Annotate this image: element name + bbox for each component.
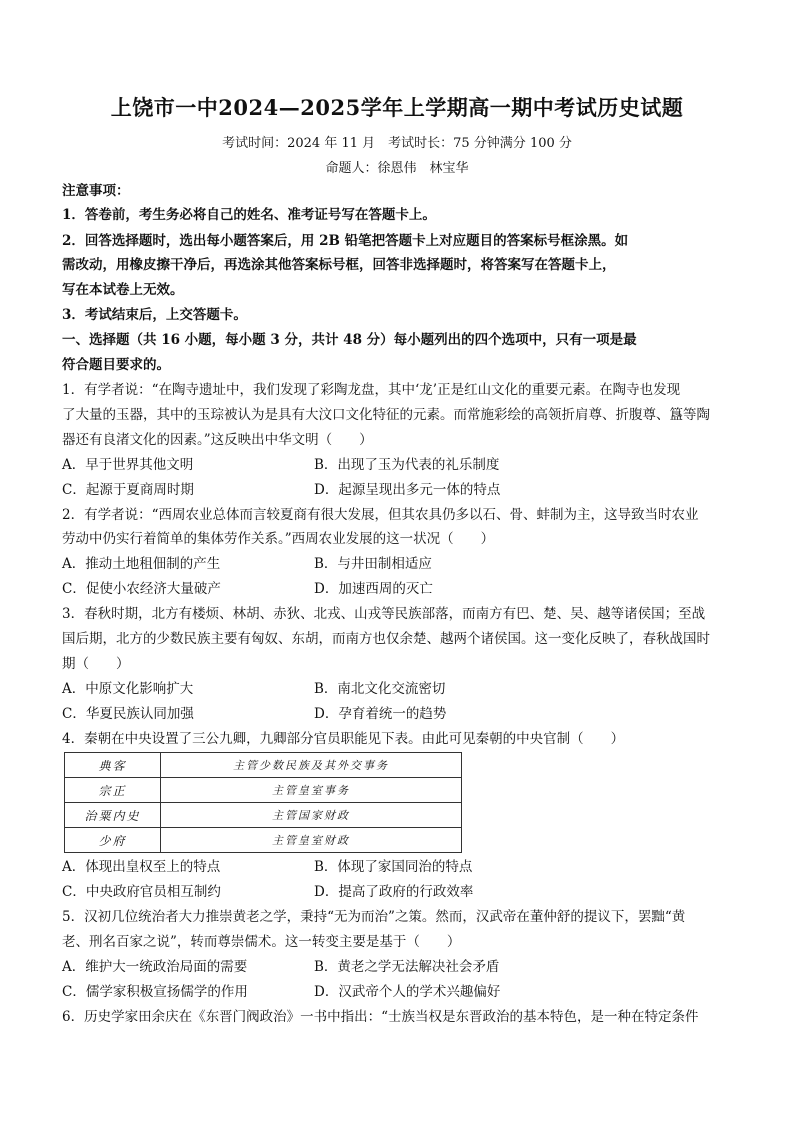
table-row	[65, 803, 462, 828]
table-cell-office: 典客	[65, 753, 161, 778]
q2-option-c: C．促使小农经济大量破产	[62, 581, 221, 597]
table-row	[65, 753, 462, 778]
q3-option-d: D．孕育着统一的趋势	[314, 706, 447, 722]
q5-option-d: D．汉武帝个人的学术兴趣偏好	[314, 984, 501, 1000]
q2-stem-line-1: 2．有学者说：“西周农业总体而言较夏商有很大发展，但其农具仍多以石、骨、蚌制为主，这导致当时农业	[62, 507, 699, 523]
q1-stem-line-1: 1．有学者说：“在陶寺遗址中，我们发现了彩陶龙盘，其中‘龙’正是红山文化的重要元素。在陶寺也发现	[62, 382, 681, 398]
table-cell-office: 少府	[65, 828, 161, 853]
q4-option-c: C．中央政府官员相互制约	[62, 884, 221, 900]
q1-stem-line-3: 器还有良渚文化的因素。”这反映出中华文明（ ）	[62, 432, 373, 448]
section-1-line-1: 一、选择题（共 16 小题，每小题 3 分，共计 48 分）每小题列出的四个选项中，只有一项是最	[62, 332, 637, 348]
q5-option-b: B．黄老之学无法解决社会矛盾	[314, 959, 500, 975]
exam-info: 考试时间：2024 年 11 月 考试时长：75 分钟满分 100 分	[222, 136, 572, 151]
q2-stem-line-2: 劳动中仍实行着简单的集体劳作关系。”西周农业发展的这一状况（ ）	[62, 531, 495, 547]
notice-item-1: 1．答卷前，考生务必将自己的姓名、准考证号写在答题卡上。	[62, 207, 436, 223]
q3-option-c: C．华夏民族认同加强	[62, 706, 194, 722]
q4-option-b: B．体现了家国同治的特点	[314, 859, 473, 875]
q5-option-a: A．维护大一统政治局面的需要	[62, 959, 248, 975]
q1-stem-line-2: 了大量的玉器，其中的玉琮被认为是具有大汶口文化特征的元素。而常施彩绘的高领折肩尊、折腹尊、簋等陶	[62, 407, 710, 423]
q2-option-b: B．与井田制相适应	[314, 556, 432, 572]
q3-option-b: B．南北文化交流密切	[314, 681, 446, 697]
table-cell-duty: 主管国家财政	[161, 803, 462, 828]
table-row	[65, 778, 462, 803]
q3-stem-line-2: 国后期，北方的少数民族主要有匈奴、东胡，而南方也仅余楚、越两个诸侯国。这一变化反映了，春秋战国时	[62, 631, 710, 647]
notice-item-3: 3．考试结束后，上交答题卡。	[62, 307, 247, 323]
table-cell-office: 治粟内史	[65, 803, 161, 828]
q4-option-a: A．体现出皇权至上的特点	[62, 859, 221, 875]
section-1-line-2: 符合题目要求的。	[62, 357, 170, 373]
q5-stem-line-2: 老、刑名百家之说”，转而尊崇儒术。这一转变主要是基于（ ）	[62, 934, 461, 950]
q1-option-c: C．起源于夏商周时期	[62, 482, 194, 498]
exam-authors: 命题人：徐恩伟 林宝华	[325, 161, 469, 176]
exam-title: 上饶市一中2024—2025学年上学期高一期中考试历史试题	[110, 95, 684, 120]
notice-item-2-line-3: 写在本试卷上无效。	[62, 282, 184, 298]
q1-option-a: A．早于世界其他文明	[62, 457, 194, 473]
table-row	[65, 828, 462, 853]
notice-heading: 注意事项：	[62, 183, 130, 199]
q4-officials-table	[64, 752, 462, 853]
q5-stem-line-1: 5．汉初几位统治者大力推崇黄老之学，秉持“无为而治”之策。然而，汉武帝在董仲舒的提议下，罢黜“黄	[62, 909, 686, 925]
notice-item-2-line-2: 需改动，用橡皮擦干净后，再选涂其他答案标号框，回答非选择题时，将答案写在答题卡上，	[62, 257, 616, 273]
q3-stem-line-3: 期（ ）	[62, 656, 130, 672]
table-cell-duty: 主管少数民族及其外交事务	[161, 753, 462, 778]
q2-option-a: A．推动土地租佃制的产生	[62, 556, 221, 572]
table-cell-duty: 主管皇室财政	[161, 828, 462, 853]
q3-option-a: A．中原文化影响扩大	[62, 681, 194, 697]
q4-option-d: D．提高了政府的行政效率	[314, 884, 474, 900]
q3-stem-line-1: 3．春秋时期，北方有楼烦、林胡、赤狄、北戎、山戎等民族部落，而南方有巴、楚、吴、越等诸侯国；至战	[62, 606, 706, 622]
q6-stem-line-1: 6．历史学家田余庆在《东晋门阀政治》一书中指出：“士族当权是东晋政治的基本特色，是一种在特定条件	[62, 1009, 699, 1025]
table-cell-office: 宗正	[65, 778, 161, 803]
q4-stem-line-1: 4．秦朝在中央设置了三公九卿，九卿部分官员职能见下表。由此可见秦朝的中央官制（ ）	[62, 731, 625, 747]
notice-item-2-line-1: 2．回答选择题时，选出每小题答案后，用 2B 铅笔把答题卡上对应题目的答案标号框涂黑。如	[62, 233, 629, 249]
table-cell-duty: 主管皇室事务	[161, 778, 462, 803]
q1-option-d: D．起源呈现出多元一体的特点	[314, 482, 501, 498]
q5-option-c: C．儒学家积极宣扬儒学的作用	[62, 984, 248, 1000]
q2-option-d: D．加速西周的灭亡	[314, 581, 433, 597]
q1-option-b: B．出现了玉为代表的礼乐制度	[314, 457, 500, 473]
